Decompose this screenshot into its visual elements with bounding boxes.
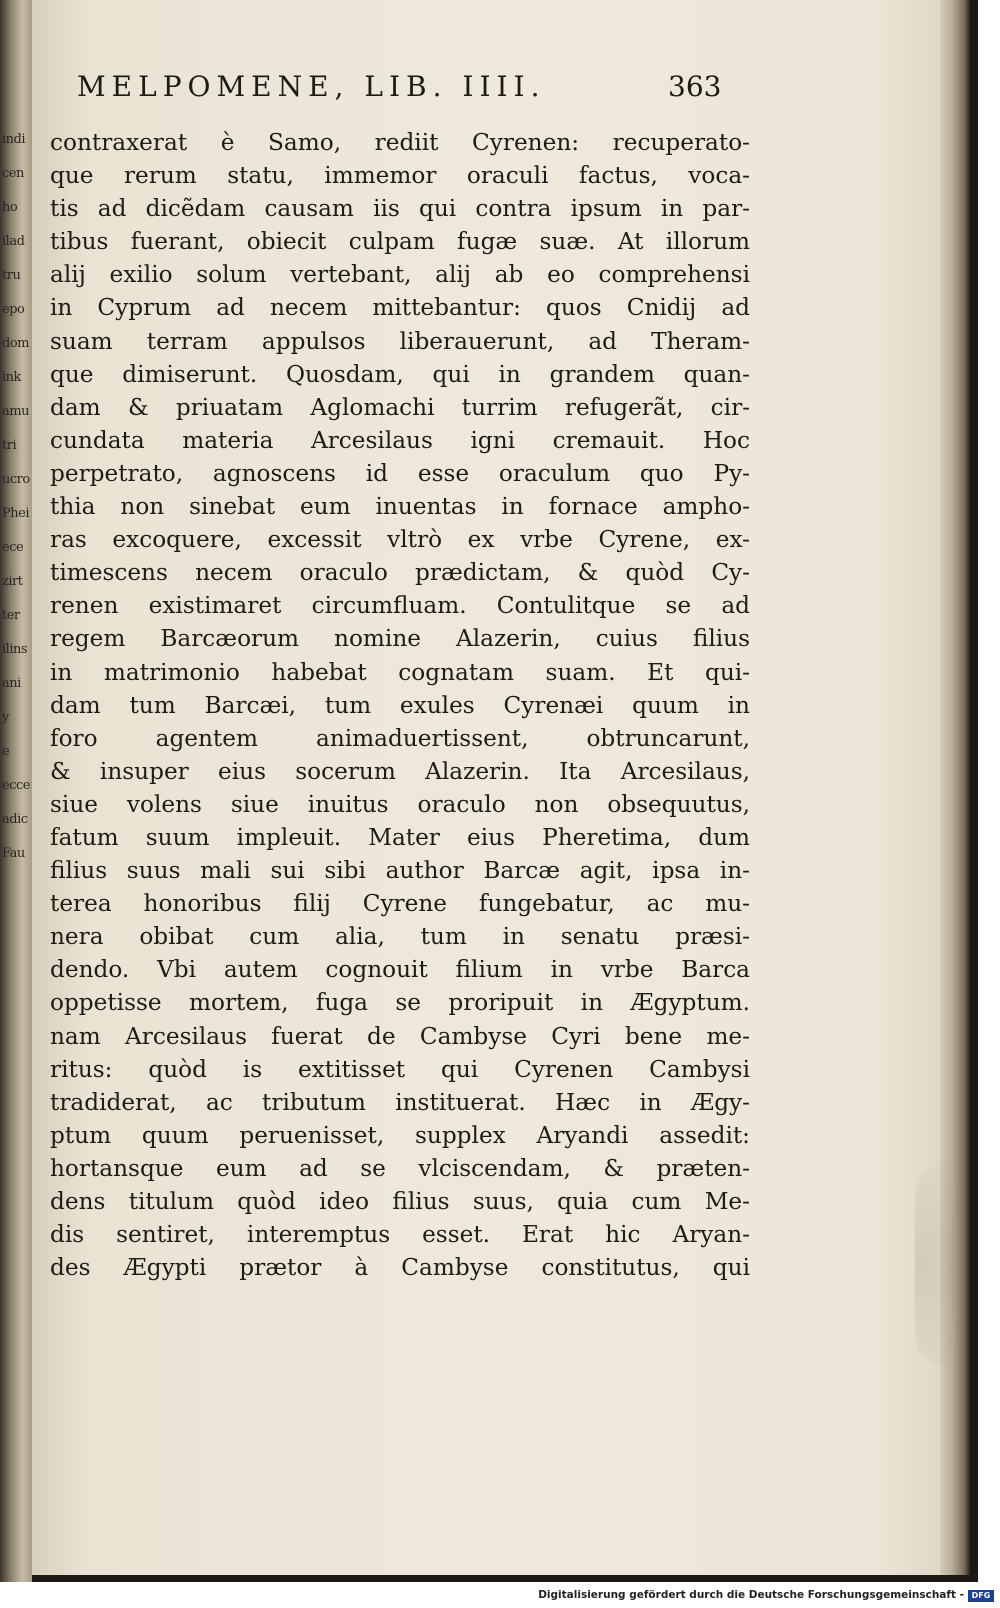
facing-page-fragment: ink [2, 370, 21, 385]
text-line: nam Arcesilaus fuerat de Cambyse Cyri bene me- [50, 1022, 750, 1050]
text-line: in Cyprum ad necem mittebantur: quos Cnidij ad [50, 294, 750, 322]
running-head [77, 70, 737, 114]
text-line: ritus: quòd is extitisset qui Cyrenen Cambysi [50, 1055, 750, 1083]
facing-page-fragment: ilins [2, 642, 28, 657]
facing-page-fragment: Phei [2, 506, 29, 521]
text-line: filius suus mali sui sibi author Barcæ agit, ipsa in- [50, 857, 750, 885]
facing-page-fragment: indi [2, 132, 26, 147]
text-line: perpetrato, agnoscens id esse oraculum quo Py- [50, 459, 750, 487]
facing-page-fragment: e [2, 744, 10, 759]
facing-page-fragment: ter [2, 608, 20, 623]
facing-page-fragment: amu [2, 404, 29, 419]
text-line: que rerum statu, immemor oraculi factus, voca- [50, 162, 750, 190]
page-curl-shadow [915, 1165, 955, 1365]
text-line: dam tum Barcæi, tum exules Cyrenæi quum in [50, 691, 750, 719]
text-line: thia non sinebat eum inuentas in fornace ampho- [50, 493, 750, 521]
text-line: oppetisse mortem, fuga se proripuit in Ægyptum. [50, 989, 750, 1017]
facing-page-fragment: ho [2, 200, 18, 215]
footer-bar [0, 1582, 1000, 1608]
text-line: contraxerat è Samo, rediit Cyrenen: recuperato- [50, 129, 750, 156]
facing-page-fragment: ecce [2, 778, 30, 793]
text-line: siue volens siue inuitus oraculo non obsequutus, [50, 790, 750, 818]
facing-page-edge [0, 0, 32, 1582]
text-line: in matrimonio habebat cognatam suam. Et qui- [50, 658, 750, 686]
facing-page-fragment: Fau [2, 846, 25, 861]
text-line: cundata materia Arcesilaus igni cremauit. Hoc [50, 426, 750, 454]
facing-page-fragment: zirt [2, 574, 23, 589]
facing-page-fragment: tru [2, 268, 21, 283]
text-line: regem Barcæorum nomine Alazerin, cuius filius [50, 625, 750, 653]
text-line: ptum quum peruenisset, supplex Aryandi assedit: [50, 1121, 750, 1149]
facing-page-fragment: tri [2, 438, 17, 453]
running-title: MELPOMENE, LIB. IIII. [77, 70, 546, 103]
page-number: 363 [668, 70, 722, 103]
text-line: des Ægypti prætor à Cambyse constitutus, qui [50, 1254, 750, 1282]
text-line: dens titulum quòd ideo filius suus, quia cum Me- [50, 1188, 750, 1215]
text-line: que dimiserunt. Quosdam, qui in grandem quan- [50, 360, 750, 388]
text-line: ras excoquere, excessit vltrò ex vrbe Cyrene, ex- [50, 526, 750, 554]
text-line: tibus fuerant, obiecit culpam fugæ suæ. At illorum [50, 228, 750, 256]
text-line: dis sentiret, interemptus esset. Erat hic Aryan- [50, 1221, 750, 1249]
text-line: alij exilio solum vertebant, alij ab eo comprehensi [50, 261, 750, 289]
dfg-logo: DFG [968, 1590, 994, 1602]
digitization-credit: Digitalisierung gefördert durch die Deutsche Forschungsgemeinschaft - [538, 1589, 964, 1601]
text-line: suam terram appulsos liberauerunt, ad Theram- [50, 327, 750, 355]
facing-page-fragment: ilad [2, 234, 25, 249]
text-line: foro agentem animaduertissent, obtruncarunt, [50, 724, 750, 752]
text-line: dendo. Vbi autem cognouit filium in vrbe Barca [50, 956, 750, 984]
facing-page-fragment: ani [2, 676, 21, 691]
facing-page-fragment: y [2, 710, 9, 725]
facing-page-fragment: dom [2, 336, 29, 351]
text-line: tradiderat, ac tributum instituerat. Hæc in Ægy- [50, 1088, 750, 1116]
text-line: fatum suum impleuit. Mater eius Pheretima, dum [50, 823, 750, 851]
facing-page-fragment: epo [2, 302, 25, 317]
text-line: hortansque eum ad se vlciscendam, & præten- [50, 1154, 750, 1182]
text-line: renen existimaret circumfluam. Contulitque se ad [50, 592, 750, 620]
text-line: tis ad dicẽdam causam iis qui contra ipsum in par- [50, 195, 750, 223]
facing-page-fragment: ece [2, 540, 24, 555]
text-line: terea honoribus filij Cyrene fungebatur, ac mu- [50, 890, 750, 918]
facing-page-fragment: ucro [2, 472, 30, 487]
text-line: dam & priuatam Aglomachi turrim refugerãt, cir- [50, 393, 750, 421]
text-line: & insuper eius socerum Alazerin. Ita Arcesilaus, [50, 757, 750, 785]
facing-page-fragment: cen [2, 166, 24, 181]
text-line: nera obibat cum alia, tum in senatu præsi- [50, 923, 750, 951]
facing-page-fragment: adic [2, 812, 28, 827]
text-line: timescens necem oraculo prædictam, & quòd Cy- [50, 559, 750, 587]
body-text [50, 126, 750, 1284]
